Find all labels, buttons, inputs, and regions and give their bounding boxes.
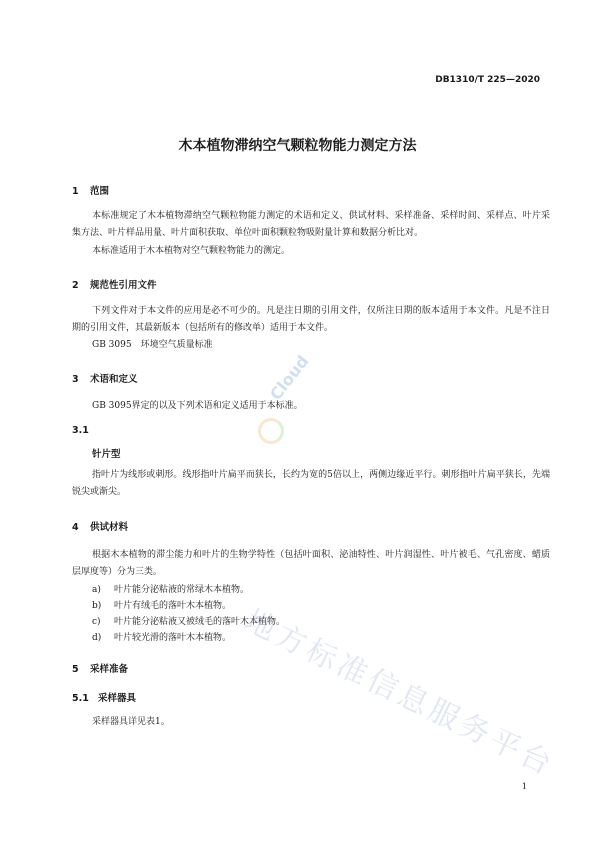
section-1-paragraph-1: 本标准规定了木本植物滞纳空气颗粒物能力测定的术语和定义、供试材料、采样准备、采样时间、采样点、叶片采集方法、叶片样品用量、叶片面积获取、单位叶面积颗粒物吸附量计算和数据分析比对。 [72, 211, 550, 238]
list-item: a) 叶片能分泌粘液的常绿木本植物。 [92, 585, 250, 595]
section-3-paragraph-1: GB 3095界定的以及下列术语和定义适用于本标准。 [92, 401, 303, 411]
section-1-heading: 1 范围 [72, 186, 110, 197]
document-code: DB1310/T 225—2020 [435, 75, 540, 85]
section-3-heading: 3 术语和定义 [72, 374, 138, 385]
page-title: 木本植物滞纳空气颗粒物能力测定方法 [178, 138, 417, 154]
list-item: d) 叶片较光滑的落叶木本植物。 [92, 633, 232, 643]
section-2-heading: 2 规范性引用文件 [72, 280, 157, 291]
list-item: c) 叶片能分泌粘液又被绒毛的落叶木本植物。 [92, 617, 286, 627]
section-4-heading: 4 供试材料 [72, 522, 129, 533]
page-number: 1 [521, 782, 527, 791]
section-5-heading: 5 采样准备 [72, 664, 129, 675]
section-5-paragraph-1: 采样器具详见表1。 [92, 717, 170, 727]
subsection-3-1-number: 3.1 [72, 425, 89, 436]
watermark: 地方标准信息服务平台 [239, 603, 561, 784]
term-title: 针片型 [92, 449, 121, 460]
list-item: b) 叶片有绒毛的落叶木本植物。 [92, 601, 232, 611]
section-2-paragraph-1: 下列文件对于本文件的应用是必不可少的。凡是注日期的引用文件，仅所注日期的版本适用于本文件。凡是不注日期的引用文件，其最新版本（包括所有的修改单）适用于本文件。 [72, 306, 550, 333]
term-definition: 指叶片为线形或刺形。线形指叶片扁平而狭长，长约为宽的5倍以上，两侧边缘近平行。刺形指叶片扁平狭长，先端锐尖或渐尖。 [72, 470, 550, 497]
subsection-5-1-heading: 5.1 采样器具 [72, 693, 137, 704]
cloud-logo-icon [258, 418, 284, 444]
section-4-paragraph-1: 根据木本植物的滞尘能力和叶片的生物学特性（包括叶面积、泌油特性、叶片润湿性、叶片被毛、气孔密度、蜡质层厚度等）分为三类。 [72, 550, 550, 577]
section-1-paragraph-2: 本标准适用于木本植物对空气颗粒物能力的测定。 [92, 246, 291, 256]
cloud-logo-text: Cloud [266, 351, 313, 404]
section-2-reference: GB 3095 环境空气质量标准 [92, 340, 213, 350]
